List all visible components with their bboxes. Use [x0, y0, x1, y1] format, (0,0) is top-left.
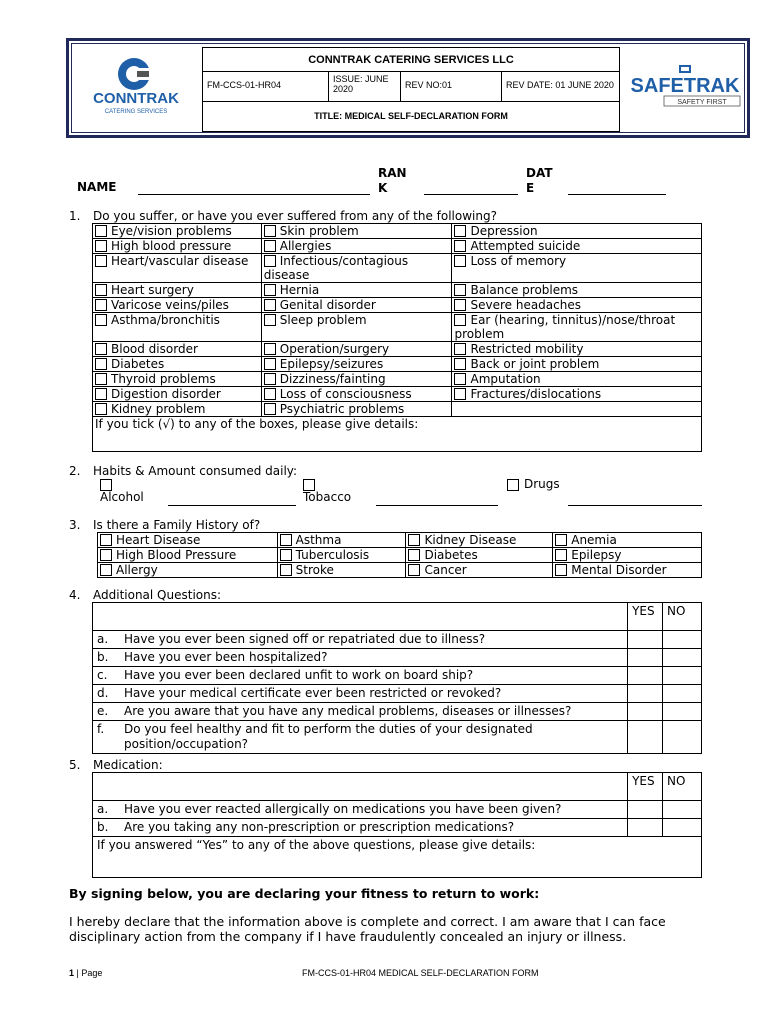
epilepsy-seizures-label: Epilepsy/seizures	[279, 357, 384, 371]
severe-headaches-checkbox[interactable]	[454, 299, 466, 311]
q1-details-cell[interactable]	[93, 417, 702, 452]
q4-number: 4.	[69, 588, 81, 602]
q4-text: Additional Questions:	[93, 588, 222, 602]
table-row	[93, 631, 702, 649]
family-cancer-checkbox[interactable]	[408, 564, 420, 576]
sleep-problem-label: Sleep problem	[279, 313, 367, 327]
thyroid-problems-label: Thyroid problems	[111, 372, 216, 386]
high-blood-pressure-label: High blood pressure	[111, 239, 232, 253]
balance-problems-checkbox[interactable]	[454, 284, 466, 296]
psychiatric-problems-label: Psychiatric problems	[279, 402, 405, 416]
back-or-joint-problem-label: Back or joint problem	[470, 357, 600, 371]
rev-date: REV DATE: 01 JUNE 2020	[501, 71, 620, 102]
family-epilepsy-checkbox[interactable]	[555, 549, 567, 561]
q5-b-yes-cell[interactable]	[628, 819, 663, 837]
question-text: Are you taking any non-prescription or prescription medications?	[124, 820, 515, 834]
family-mental-disorder-checkbox[interactable]	[555, 564, 567, 576]
psychiatric-problems-checkbox[interactable]	[264, 403, 276, 415]
q4-f-yes-cell[interactable]	[628, 721, 663, 754]
q4-d-no-cell[interactable]	[663, 685, 702, 703]
tobacco-label: Tobacco	[303, 490, 352, 504]
family-stroke-checkbox[interactable]	[280, 564, 292, 576]
family-heart-disease-checkbox[interactable]	[100, 534, 112, 546]
q2-number: 2.	[69, 464, 81, 478]
table-row	[93, 649, 702, 667]
q2-text: Habits & Amount consumed daily:	[93, 464, 298, 478]
family-heart-disease-label: Heart Disease	[116, 533, 201, 547]
issue-date: ISSUE: JUNE 2020	[328, 71, 401, 102]
question-letter: b.	[97, 650, 109, 664]
operation-surgery-label: Operation/surgery	[279, 342, 390, 356]
q4-yes-header: YES	[628, 603, 663, 631]
logo-right-text: SAFETRAK	[630, 75, 740, 97]
eye-vision-problems-label: Eye/vision problems	[111, 224, 232, 238]
back-or-joint-problem-checkbox[interactable]	[454, 358, 466, 370]
attempted-suicide-label: Attempted suicide	[470, 239, 581, 253]
rev-number: REV NO:01	[400, 71, 502, 102]
question-text: Have you ever reacted allergically on medications you have been given?	[124, 802, 562, 816]
fractures-dislocations-checkbox[interactable]	[454, 388, 466, 400]
question-letter: f.	[97, 722, 105, 736]
severe-headaches-label: Severe headaches	[470, 298, 581, 312]
question-letter: d.	[97, 686, 109, 700]
kidney-problem-label: Kidney problem	[111, 402, 206, 416]
depression-checkbox[interactable]	[454, 225, 466, 237]
q4-no-header: NO	[663, 603, 702, 631]
allergies-label: Allergies	[279, 239, 332, 253]
loss-of-memory-label: Loss of memory	[470, 254, 567, 268]
table-row	[93, 801, 702, 819]
family-diabetes-label: Diabetes	[424, 548, 478, 562]
diabetes-label: Diabetes	[111, 357, 165, 371]
rank-field[interactable]	[424, 194, 518, 195]
company-name: CONNTRAK CATERING SERVICES LLC	[202, 47, 620, 72]
question-text: Have you ever been hospitalized?	[124, 650, 328, 664]
date-label: DAT E	[526, 166, 553, 195]
amputation-label: Amputation	[470, 372, 541, 386]
restricted-mobility-checkbox[interactable]	[454, 343, 466, 355]
q5-medication-table	[92, 772, 702, 878]
kidney-problem-checkbox[interactable]	[95, 403, 107, 415]
question-text: Have you ever been signed off or repatriated due to illness?	[124, 632, 486, 646]
infectious-contagious-disease-label: Infectious/contagious disease	[263, 254, 409, 282]
q5-text: Medication:	[93, 758, 163, 772]
q4-e-no-cell[interactable]	[663, 703, 702, 721]
q1-conditions-table	[92, 223, 702, 452]
question-letter: a.	[97, 632, 109, 646]
q4-b-no-cell[interactable]	[663, 649, 702, 667]
q4-f-no-cell[interactable]	[663, 721, 702, 754]
footer-doc-title: FM-CCS-01-HR04 MEDICAL SELF-DECLARATION FORM	[302, 968, 539, 978]
thyroid-problems-checkbox[interactable]	[95, 373, 107, 385]
q4-d-yes-cell[interactable]	[628, 685, 663, 703]
epilepsy-seizures-checkbox[interactable]	[264, 358, 276, 370]
hernia-checkbox[interactable]	[264, 284, 276, 296]
asthma-bronchitis-checkbox[interactable]	[95, 314, 107, 326]
q4-a-no-cell[interactable]	[663, 631, 702, 649]
ear-hearing-tinnitus-nose-throat-problem-checkbox[interactable]	[454, 314, 466, 326]
q1-number: 1.	[69, 209, 81, 223]
question-letter: a.	[97, 802, 109, 816]
q4-questions-table	[92, 602, 702, 754]
q3-number: 3.	[69, 518, 81, 532]
question-letter: b.	[97, 820, 109, 834]
q1-details-label: If you tick (√) to any of the boxes, please give details:	[95, 417, 419, 431]
table-row	[93, 703, 702, 721]
logo-left-text: CONNTRAK	[93, 90, 179, 107]
safetrak-logo	[624, 46, 746, 132]
logo-right-sub: SAFETY FIRST	[677, 99, 727, 106]
q5-number: 5.	[69, 758, 81, 772]
form-title: TITLE: MEDICAL SELF-DECLARATION FORM	[202, 101, 620, 132]
ear-hearing-tinnitus-nose-throat-problem-label: Ear (hearing, tinnitus)/nose/throat problem	[454, 313, 676, 341]
asthma-bronchitis-label: Asthma/bronchitis	[111, 313, 220, 327]
family-allergy-label: Allergy	[116, 563, 158, 577]
q4-e-yes-cell[interactable]	[628, 703, 663, 721]
conntrak-logo	[74, 46, 198, 132]
genital-disorder-checkbox[interactable]	[264, 299, 276, 311]
table-row	[93, 667, 702, 685]
varicose-veins-piles-checkbox[interactable]	[95, 299, 107, 311]
allergies-checkbox[interactable]	[264, 240, 276, 252]
family-high-blood-pressure-label: High Blood Pressure	[116, 548, 237, 562]
q4-a-yes-cell[interactable]	[628, 631, 663, 649]
heart-vascular-disease-checkbox[interactable]	[95, 255, 107, 267]
q1-text: Do you suffer, or have you ever suffered from any of the following?	[93, 209, 497, 223]
sleep-problem-checkbox[interactable]	[264, 314, 276, 326]
infectious-contagious-disease-checkbox[interactable]	[264, 255, 276, 267]
drugs-label: Drugs	[524, 477, 560, 491]
heart-surgery-checkbox[interactable]	[95, 284, 107, 296]
table-row	[93, 685, 702, 703]
fractures-dislocations-label: Fractures/dislocations	[470, 387, 602, 401]
restricted-mobility-label: Restricted mobility	[470, 342, 584, 356]
family-cancer-label: Cancer	[424, 563, 467, 577]
heart-vascular-disease-label: Heart/vascular disease	[111, 254, 249, 268]
question-text: Have you ever been declared unfit to work on board ship?	[124, 668, 474, 682]
genital-disorder-label: Genital disorder	[279, 298, 376, 312]
question-text: Have your medical certificate ever been restricted or revoked?	[124, 686, 502, 700]
high-blood-pressure-checkbox[interactable]	[95, 240, 107, 252]
question-letter: e.	[97, 704, 109, 718]
family-tuberculosis-checkbox[interactable]	[280, 549, 292, 561]
drugs-checkbox[interactable]	[507, 479, 519, 491]
q5-no-header: NO	[663, 773, 702, 801]
family-diabetes-checkbox[interactable]	[408, 549, 420, 561]
dizziness-fainting-checkbox[interactable]	[264, 373, 276, 385]
family-epilepsy-label: Epilepsy	[571, 548, 622, 562]
loss-of-consciousness-label: Loss of consciousness	[279, 387, 412, 401]
family-anemia-label: Anemia	[571, 533, 617, 547]
q3-text: Is there a Family History of?	[93, 518, 261, 532]
heart-surgery-label: Heart surgery	[111, 283, 194, 297]
q5-b-no-cell[interactable]	[663, 819, 702, 837]
blood-disorder-label: Blood disorder	[111, 342, 198, 356]
hernia-label: Hernia	[279, 283, 320, 297]
q5-a-no-cell[interactable]	[663, 801, 702, 819]
eye-vision-problems-checkbox[interactable]	[95, 225, 107, 237]
alcohol-label: Alcohol	[100, 490, 144, 504]
family-asthma-label: Asthma	[295, 533, 342, 547]
balance-problems-label: Balance problems	[470, 283, 579, 297]
declaration-body: I hereby declare that the information above is complete and correct. I am aware that I can face disciplinary action from the company if I have fraudulently concealed an injury or illness.	[69, 914, 666, 944]
table-row	[93, 819, 702, 837]
question-text: Are you aware that you have any medical problems, diseases or illnesses?	[124, 704, 572, 718]
skin-problem-label: Skin problem	[279, 224, 359, 238]
name-field[interactable]	[138, 194, 370, 195]
digestion-disorder-label: Digestion disorder	[111, 387, 221, 401]
tobacco-amount-field[interactable]	[376, 505, 498, 506]
amputation-checkbox[interactable]	[454, 373, 466, 385]
blood-disorder-checkbox[interactable]	[95, 343, 107, 355]
q4-c-no-cell[interactable]	[663, 667, 702, 685]
q3-family-history-table	[97, 532, 702, 578]
alcohol-amount-field[interactable]	[168, 505, 296, 506]
dizziness-fainting-label: Dizziness/fainting	[279, 372, 386, 386]
logo-left-sub: CATERING SERVICES	[104, 109, 168, 115]
digestion-disorder-checkbox[interactable]	[95, 388, 107, 400]
drugs-amount-field[interactable]	[568, 505, 702, 506]
q5-a-yes-cell[interactable]	[628, 801, 663, 819]
operation-surgery-checkbox[interactable]	[264, 343, 276, 355]
loss-of-consciousness-checkbox[interactable]	[264, 388, 276, 400]
question-text: Do you feel healthy and fit to perform the duties of your designated position/occupation?	[124, 722, 533, 751]
name-label: NAME	[77, 180, 117, 194]
family-high-blood-pressure-checkbox[interactable]	[100, 549, 112, 561]
q4-c-yes-cell[interactable]	[628, 667, 663, 685]
question-letter: c.	[97, 668, 108, 682]
diabetes-checkbox[interactable]	[95, 358, 107, 370]
table-row	[93, 721, 702, 754]
family-stroke-label: Stroke	[295, 563, 334, 577]
declaration-heading: By signing below, you are declaring your fitness to return to work:	[69, 886, 540, 901]
q5-yes-header: YES	[628, 773, 663, 801]
family-asthma-checkbox[interactable]	[280, 534, 292, 546]
q5-details-cell[interactable]	[93, 837, 702, 878]
family-anemia-checkbox[interactable]	[555, 534, 567, 546]
depression-label: Depression	[470, 224, 538, 238]
family-mental-disorder-label: Mental Disorder	[571, 563, 667, 577]
attempted-suicide-checkbox[interactable]	[454, 240, 466, 252]
varicose-veins-piles-label: Varicose veins/piles	[111, 298, 229, 312]
date-field[interactable]	[568, 194, 666, 195]
family-kidney-disease-label: Kidney Disease	[424, 533, 517, 547]
loss-of-memory-checkbox[interactable]	[454, 255, 466, 267]
rank-label: RAN K	[378, 166, 407, 195]
doc-number: FM-CCS-01-HR04	[202, 71, 329, 102]
skin-problem-checkbox[interactable]	[264, 225, 276, 237]
family-allergy-checkbox[interactable]	[100, 564, 112, 576]
family-kidney-disease-checkbox[interactable]	[408, 534, 420, 546]
q4-b-yes-cell[interactable]	[628, 649, 663, 667]
q5-details-label: If you answered “Yes” to any of the above questions, please give details:	[97, 838, 536, 852]
family-tuberculosis-label: Tuberculosis	[295, 548, 370, 562]
page-number: 1 | Page	[69, 968, 103, 978]
